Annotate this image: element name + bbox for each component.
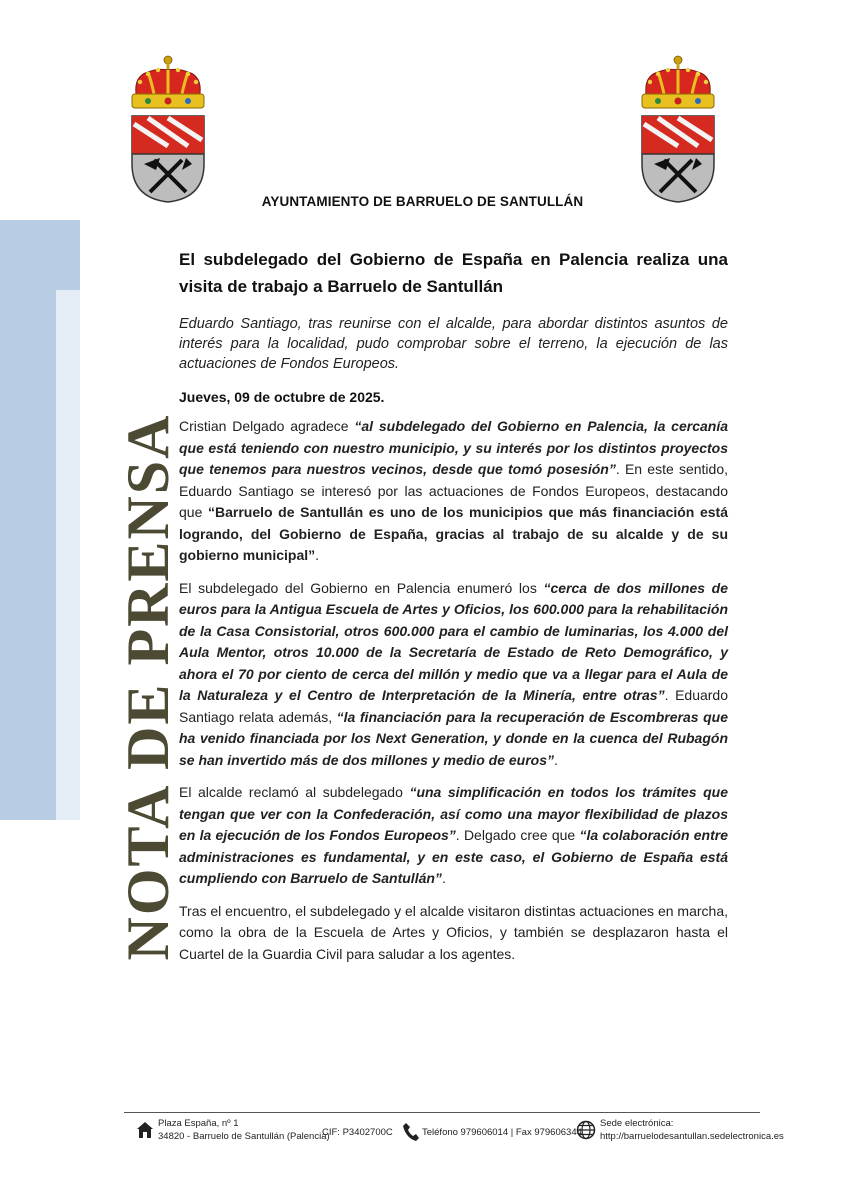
quote: “Barruelo de Santullán es uno de los municipios que más financiación está logrando, del Gobierno de España, gracias al trabajo de su alcalde y de su gobierno municipal”: [179, 504, 728, 563]
website-label: Sede electrónica:: [600, 1118, 674, 1129]
address-line-2: 34820 - Barruelo de Santullán (Palencia): [158, 1130, 330, 1142]
paragraph-text: . Eduardo Santiago relata además,: [179, 687, 729, 725]
website-link[interactable]: http://barruelodesantullan.sedelectronica.es: [600, 1130, 784, 1142]
municipality-title: AYUNTAMIENTO DE BARRUELO DE SANTULLÁN: [261, 194, 584, 209]
footer-website[interactable]: [600, 1118, 784, 1143]
quote: “al subdelegado del Gobierno en Palencia, la cercanía que está teniendo con nuestro municipio, y su interés por los distintos proyectos que tenemos para nuestros vecinos, desde que tomó posesión”: [179, 418, 729, 477]
paragraph-2: [179, 578, 728, 772]
paragraph-text: .: [315, 547, 320, 563]
footer-cif: CIF: P3402700C: [322, 1127, 393, 1138]
article-headline: El subdelegado del Gobierno de España en Palencia realiza una visita de trabajo a Barruelo de Santullán: [179, 250, 728, 296]
quote: “la financiación para la recuperación de Escombreras que ha venido financiada por los Next Generation, y donde en la cuenca del Rubagón se han invertido más de dos millones y medio de euros”: [179, 708, 729, 768]
phone-icon: [402, 1122, 420, 1145]
footer-address: [158, 1118, 330, 1143]
quote: “una simplificación en todos los trámites que tengan que ver con la Confederación, así como una mayor flexibilidad de plazos en la ejecución de los Fondos Europeos”: [179, 784, 728, 843]
coat-of-arms-left: [128, 54, 208, 204]
paragraph-text: . Delgado cree que: [455, 827, 580, 843]
press-release-vertical-title: NOTA DE PRENSA: [115, 413, 181, 961]
address-line-1: Plaza España, nº 1: [158, 1118, 239, 1129]
article-lead: Eduardo Santiago, tras reunirse con el alcalde, para abordar distintos asuntos de interés para la localidad, pudo comprobar sobre el terreno, la ejecución de las actuaciones de Fondos Europeos.: [179, 316, 728, 372]
paragraph-text: El subdelegado del Gobierno en Palencia enumeró los: [179, 579, 544, 596]
coat-of-arms-right: [638, 54, 718, 204]
quote: “la colaboración entre administraciones es fundamental, y en este caso, el Gobierno de España está cumpliendo con Barruelo de Santullán”: [179, 827, 728, 886]
side-color-band-inner: [56, 290, 80, 820]
quote: “cerca de dos millones de euros para la Antigua Escuela de Artes y Oficios, los 600.000 para la rehabilitación de la Casa Consistorial, otros 600.000 para el cambio de luminarias, los 4.000 del Aula Mentor, otros 10.000 de la Secretaría de Estado de Reto Demográfico, y ahora el 70 por ciento de cerca del millón y medio que va a llegar para el Aula de la Naturaleza y el Centro de Interpretación de la Minería, entre otras”: [179, 579, 729, 703]
globe-icon: [576, 1120, 596, 1143]
paragraph-3: [179, 782, 728, 890]
paragraph-1: [179, 416, 728, 567]
article: [179, 246, 728, 965]
article-dateline: Jueves, 09 de octubre de 2025.: [179, 389, 385, 405]
footer-phone: Teléfono 979606014 | Fax 979606344: [422, 1127, 582, 1138]
paragraph-text: .: [554, 751, 558, 768]
paragraph-text: Cristian Delgado agradece: [179, 418, 355, 434]
home-icon: [136, 1121, 154, 1142]
paragraph-text: El alcalde reclamó al subdelegado: [179, 784, 410, 800]
footer: [0, 1118, 849, 1158]
paragraph-text: . En este sentido, Eduardo Santiago se interesó por las actuaciones de Fondos Europeos, destacando que: [179, 461, 728, 520]
paragraph-text: .: [441, 870, 446, 886]
paragraph-4: Tras el encuentro, el subdelegado y el alcalde visitaron distintas actuaciones en marcha, como la obra de la Escuela de Artes y Oficios, y también se desplazaron hasta el Cuartel de la Guardia Civil para saludar a los agentes.: [179, 902, 728, 962]
footer-divider: [124, 1112, 760, 1113]
